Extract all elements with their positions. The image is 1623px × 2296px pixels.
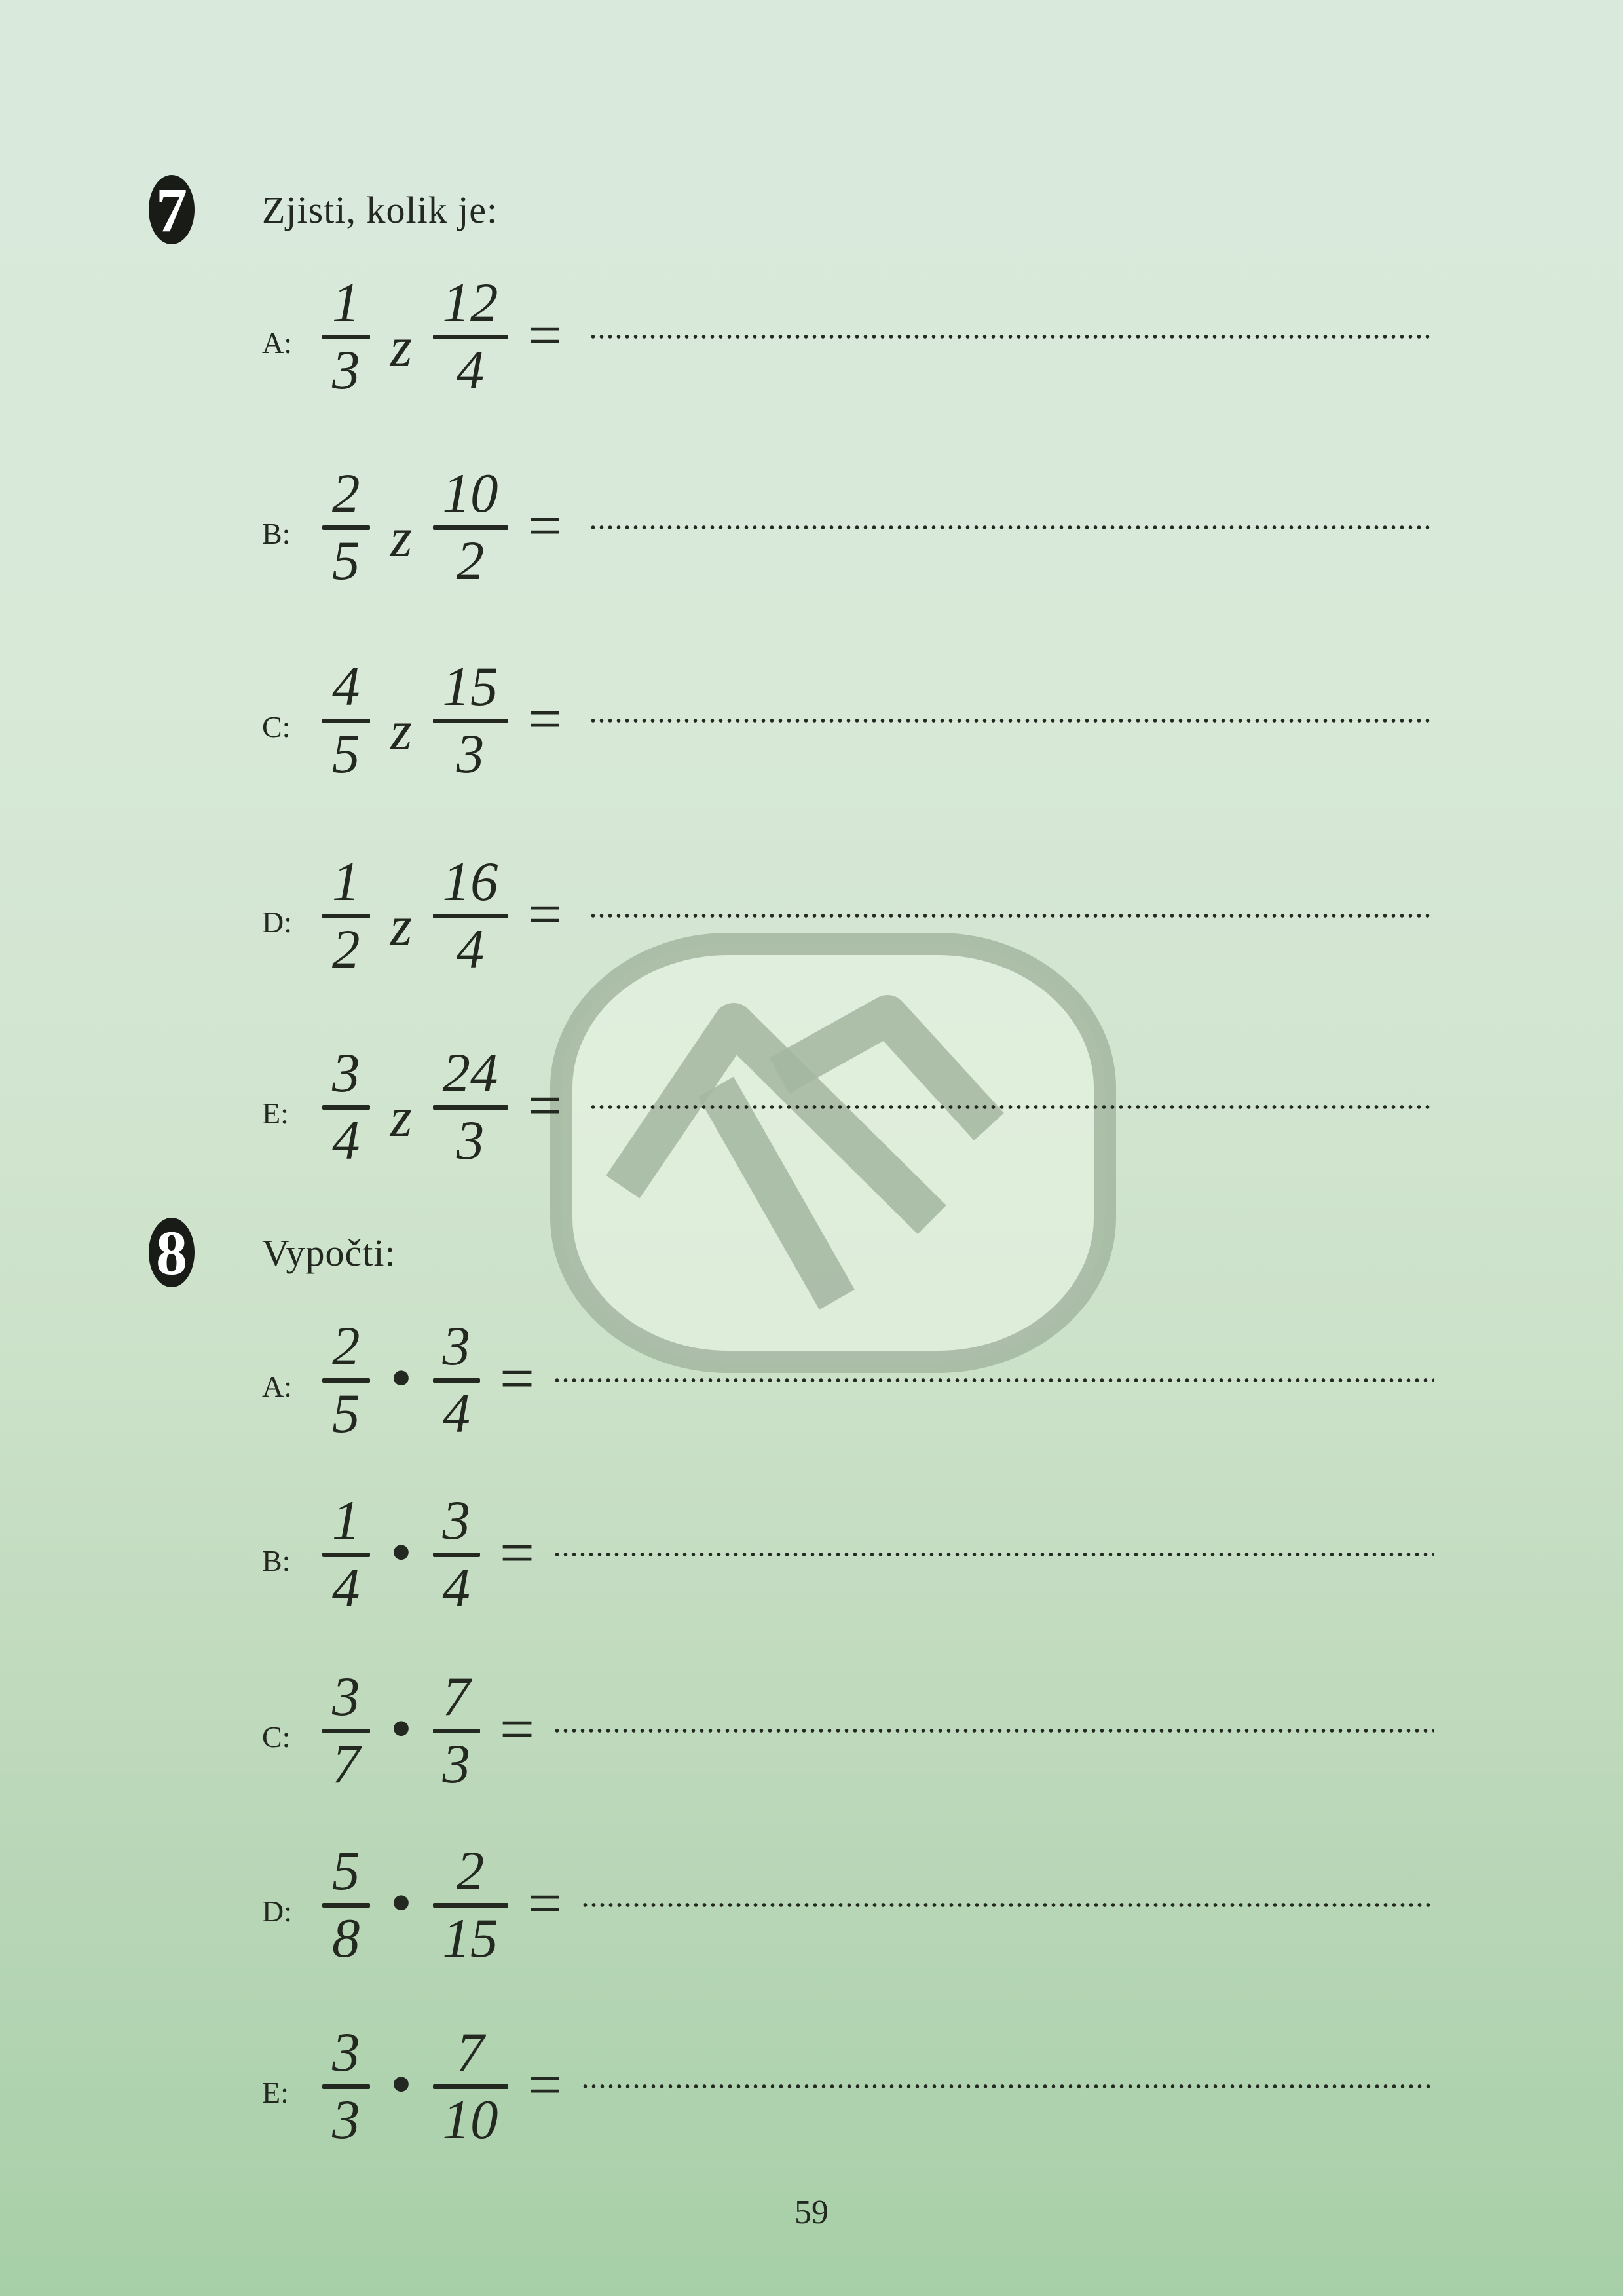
fraction — [433, 850, 508, 980]
operator-of: z — [390, 506, 413, 569]
numerator: 1 — [332, 1489, 360, 1551]
numerator: 12 — [442, 271, 498, 333]
fraction — [433, 462, 508, 592]
denominator: 3 — [332, 339, 360, 401]
exercise7-heading — [149, 175, 498, 244]
answer-dotted-line — [553, 1552, 1434, 1557]
item-label: C: — [262, 1720, 291, 1754]
equals-sign: = — [527, 1870, 563, 1938]
fraction-bar — [433, 1105, 508, 1110]
answer-dotted-line — [589, 334, 1434, 339]
exercise8-heading-text: Vypočti: — [262, 1231, 396, 1274]
exercise7-item-b — [262, 449, 1434, 606]
denominator: 3 — [332, 2088, 360, 2151]
operator-of: z — [390, 1085, 413, 1148]
exercise8-item-d: D: 5 8 · 2 15 = — [262, 1826, 1434, 1984]
fraction — [322, 1839, 370, 1969]
fraction — [322, 1042, 370, 1171]
exercise7-item-a — [262, 258, 1434, 415]
denominator: 4 — [332, 1556, 360, 1619]
answer-dotted-line — [589, 525, 1434, 530]
operator-of: z — [390, 699, 413, 762]
numerator: 1 — [332, 271, 360, 333]
answer-dotted-line — [589, 718, 1434, 723]
fraction-bar — [433, 1378, 481, 1383]
denominator: 15 — [442, 1907, 498, 1969]
numerator: 10 — [442, 462, 498, 524]
numerator: 3 — [332, 1665, 360, 1727]
equals-sign: = — [527, 2051, 563, 2119]
fraction — [322, 850, 370, 980]
fraction — [322, 1489, 370, 1619]
denominator: 2 — [456, 529, 485, 592]
denominator: 8 — [332, 1907, 360, 1969]
equals-sign: = — [527, 301, 563, 369]
answer-dotted-line — [581, 2084, 1434, 2089]
exercise8-item-a: A: 2 5 · 3 4 = — [262, 1302, 1434, 1459]
fraction-bar — [322, 1553, 370, 1557]
answer-dotted-line — [589, 1104, 1434, 1110]
exercise7-heading-text: Zjisti, kolik je: — [262, 188, 498, 231]
denominator: 10 — [442, 2088, 498, 2151]
fraction — [433, 1839, 508, 1969]
equals-sign: = — [527, 1072, 563, 1140]
exercise8-heading — [149, 1218, 396, 1287]
numerator: 16 — [442, 850, 498, 913]
fraction — [433, 2021, 508, 2151]
fraction — [322, 1315, 370, 1444]
equals-sign: = — [500, 1519, 535, 1587]
fraction — [322, 655, 370, 785]
denominator: 3 — [456, 1109, 485, 1171]
fraction-bar — [433, 2084, 508, 2089]
numerator: 24 — [442, 1042, 498, 1104]
numerator: 3 — [332, 1042, 360, 1104]
fraction — [433, 1489, 481, 1619]
fraction — [433, 1665, 481, 1795]
operator-of: z — [390, 894, 413, 957]
numerator: 7 — [456, 2021, 485, 2083]
numerator: 1 — [332, 850, 360, 913]
numerator: 2 — [332, 462, 360, 524]
fraction-bar — [433, 335, 508, 339]
fraction-bar — [433, 719, 508, 723]
fraction — [322, 271, 370, 401]
denominator: 3 — [456, 723, 485, 785]
denominator: 5 — [332, 529, 360, 592]
fraction-bar — [433, 914, 508, 918]
exercise7-item-e — [262, 1028, 1434, 1186]
item-label: E: — [262, 1096, 289, 1130]
equals-sign: = — [500, 1345, 535, 1413]
fraction-bar — [433, 1729, 481, 1733]
exercise8-number-badge: 8 — [149, 1218, 195, 1287]
answer-dotted-line — [581, 1902, 1434, 1908]
exercise7-item-c — [262, 642, 1434, 799]
fraction-bar — [322, 525, 370, 530]
numerator: 3 — [442, 1315, 470, 1377]
equals-sign: = — [500, 1695, 535, 1763]
answer-dotted-line — [589, 913, 1434, 918]
numerator: 5 — [332, 1839, 360, 1902]
numerator: 4 — [332, 655, 360, 717]
item-label: D: — [262, 1894, 292, 1928]
fraction-bar — [322, 335, 370, 339]
item-label: A: — [262, 326, 292, 360]
denominator: 4 — [456, 918, 485, 980]
denominator: 3 — [442, 1733, 470, 1795]
denominator: 4 — [442, 1382, 470, 1444]
equals-sign: = — [527, 880, 563, 949]
fraction — [433, 271, 508, 401]
exercise8-item-b: B: 1 4 · 3 4 = — [262, 1476, 1434, 1633]
item-label: D: — [262, 905, 292, 939]
item-label: C: — [262, 709, 291, 743]
item-label: E: — [262, 2075, 289, 2109]
fraction-bar — [433, 525, 508, 530]
denominator: 2 — [332, 918, 360, 980]
equals-sign: = — [527, 492, 563, 560]
fraction — [433, 655, 508, 785]
exercise7-item-d — [262, 837, 1434, 994]
numerator: 2 — [332, 1315, 360, 1377]
numerator: 15 — [442, 655, 498, 717]
denominator: 4 — [456, 339, 485, 401]
equals-sign: = — [527, 685, 563, 753]
fraction-bar — [322, 1903, 370, 1908]
fraction-bar — [322, 1378, 370, 1383]
page-number: 59 — [794, 2194, 829, 2231]
exercise8-item-e: E: 3 3 · 7 10 = — [262, 2008, 1434, 2165]
fraction-bar — [322, 1729, 370, 1733]
exercise7-number-badge: 7 — [149, 175, 195, 244]
denominator: 5 — [332, 1382, 360, 1444]
item-label: A: — [262, 1369, 292, 1403]
fraction — [322, 1665, 370, 1795]
numerator: 3 — [332, 2021, 360, 2083]
numerator: 2 — [456, 1839, 485, 1902]
fraction — [433, 1315, 481, 1444]
fraction-bar — [322, 2084, 370, 2089]
denominator: 5 — [332, 723, 360, 785]
fraction — [433, 1042, 508, 1171]
numerator: 7 — [442, 1665, 470, 1727]
item-label: B: — [262, 1543, 291, 1577]
fraction — [322, 2021, 370, 2151]
fraction-bar — [322, 719, 370, 723]
answer-dotted-line — [553, 1728, 1434, 1733]
operator-of: z — [390, 315, 413, 378]
denominator: 4 — [332, 1109, 360, 1171]
answer-dotted-line — [553, 1378, 1434, 1383]
denominator: 7 — [332, 1733, 360, 1795]
fraction-bar — [322, 914, 370, 918]
item-label: B: — [262, 516, 291, 550]
numerator: 3 — [442, 1489, 470, 1551]
fraction-bar — [322, 1105, 370, 1110]
denominator: 4 — [442, 1556, 470, 1619]
exercise8-item-c: C: 3 7 · 7 3 = — [262, 1652, 1434, 1809]
fraction — [322, 462, 370, 592]
fraction-bar — [433, 1553, 481, 1557]
fraction-bar — [433, 1903, 508, 1908]
